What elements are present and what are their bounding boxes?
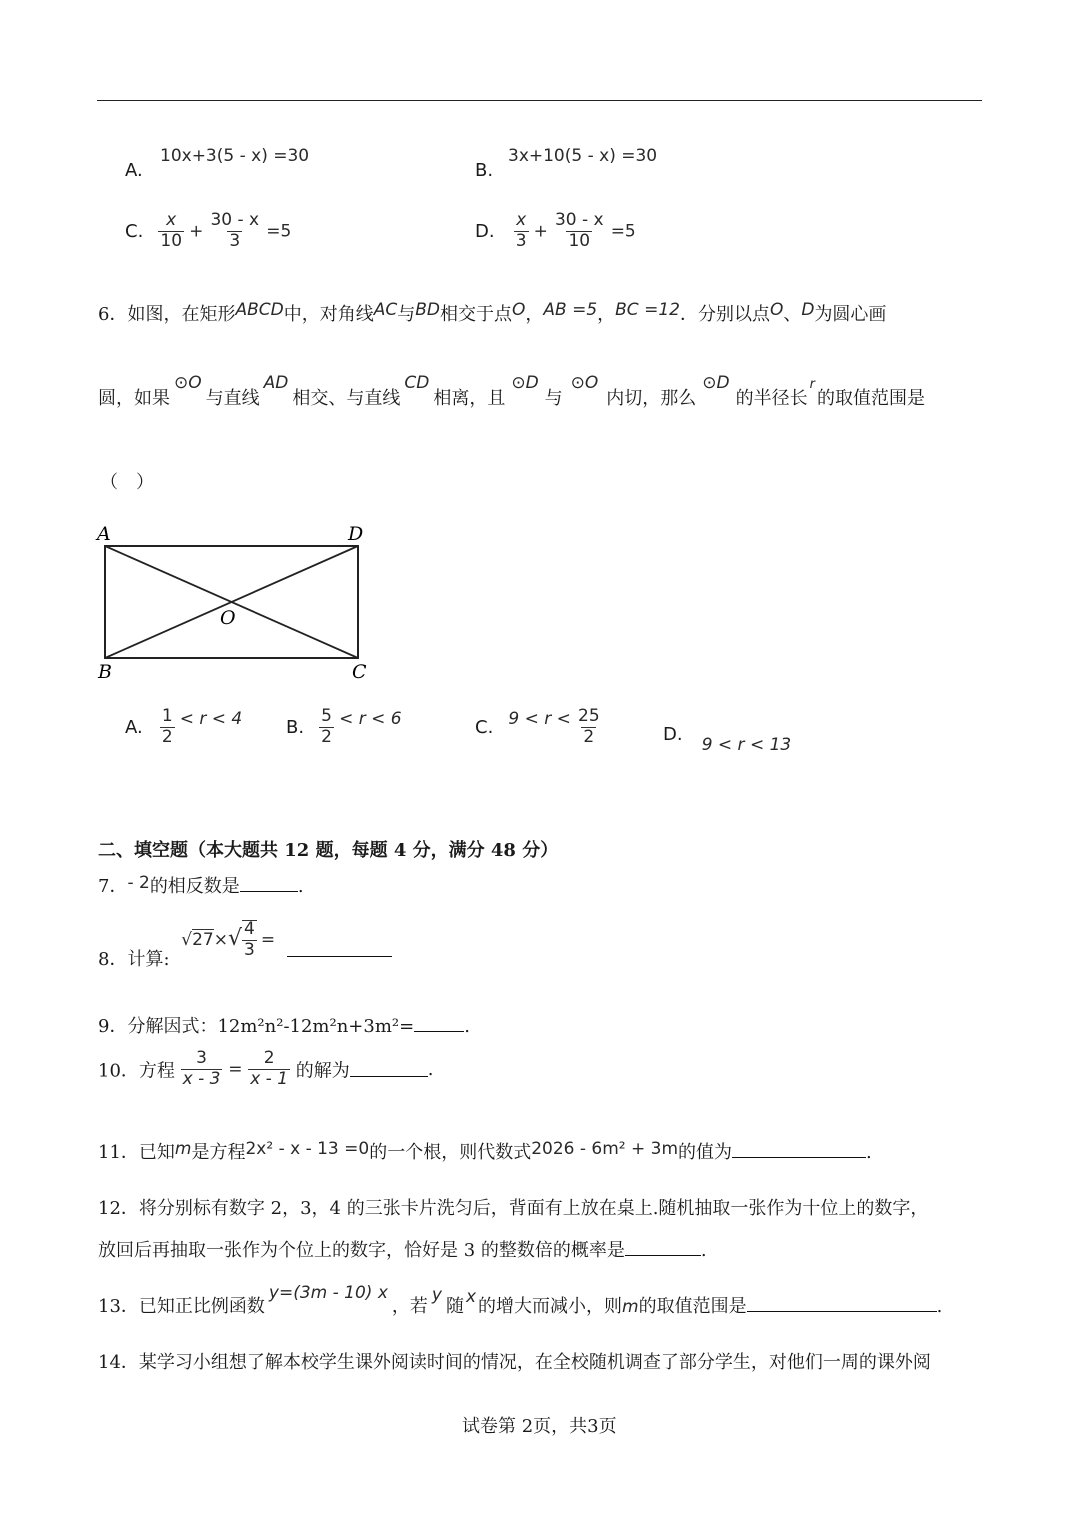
q6-option-a: A. $\frac{1}{2}$ < r < 4 — [125, 706, 243, 747]
q12-answer-blank[interactable] — [625, 1241, 701, 1256]
q14-line1: 14．某学习小组想了解本校学生课外阅读时间的情况，在全校随机调查了部分学生，对他们一周的课外阅 — [98, 1352, 931, 1373]
q8-answer-blank[interactable] — [287, 942, 392, 957]
section-2-heading: 二、填空题（本大题共 12 题，每题 4 分，满分 48 分） — [98, 840, 559, 861]
rectangle-figure — [90, 518, 380, 688]
q6-line2: 圆，如果⊙O与直线AD相交、与直线CD相离，且⊙D与⊙O内切，那么⊙D的半径长$^r$的取值范围是 — [98, 373, 925, 409]
q7: 7．- 2的相反数是 . — [98, 873, 304, 897]
q5-option-d: D. $\frac{x}{3}$ + $\frac{30 - x}{10}$ =5 — [475, 210, 636, 251]
point-c-label: C — [352, 661, 367, 683]
q6-line1: 6．如图，在矩形ABCD中，对角线AC与BD相交于点O，AB =5，BC =12．分别以点O、D为圆心画 — [98, 300, 887, 325]
q6-answer-paren: （ ） — [100, 472, 154, 493]
q11-answer-blank[interactable] — [732, 1143, 866, 1158]
q5-c-frac1: $\frac{x}{10}$ — [160, 210, 183, 251]
q9: 9．分解因式：12m²n²-12m²n+3m²= . — [98, 1016, 470, 1037]
point-d-label: D — [348, 523, 364, 545]
point-b-label: B — [98, 661, 112, 683]
q9-answer-blank[interactable] — [414, 1017, 464, 1032]
q8: 8．计算: √27×√ $\frac{4}{3}$ = — [98, 916, 392, 956]
header-rule — [97, 100, 982, 101]
q5-option-a: A. — [125, 160, 143, 181]
q5-option-b-expr: 3x+10(5 - x) =30 — [508, 146, 658, 166]
q10-answer-blank[interactable] — [350, 1062, 428, 1077]
q5-option-c: C. $\frac{x}{10}$ + $\frac{30 - x}{3}$ =5 — [125, 210, 292, 251]
q11: 11．已知m是方程2x² - x - 13 =0的一个根，则代数式2026 - 6m² + 3m的值为 . — [98, 1139, 872, 1163]
q7-answer-blank[interactable] — [240, 877, 298, 892]
q5-d-frac1: $\frac{x}{3}$ — [515, 210, 527, 251]
page-footer: 试卷第 2页，共3页 — [462, 1416, 617, 1437]
q5-c-frac2: $\frac{30 - x}{3}$ — [210, 210, 260, 251]
q6-option-b: B. $\frac{5}{2}$ < r < 6 — [286, 706, 402, 747]
q5-option-b: B. — [475, 160, 494, 181]
point-a-label: A — [97, 523, 111, 545]
q13: 13．已知正比例函数y=(3m - 10) x，若y随 x 的增大而减小，则m的取值范围是 . — [98, 1283, 943, 1317]
q5-option-a-expr: 10x+3(5 - x) =30 — [160, 146, 310, 166]
q12-line2: 放回后再抽取一张作为个位上的数字，恰好是 3 的整数倍的概率是 . — [98, 1240, 707, 1261]
q6-option-c: C. 9 < r < $\frac{25}{2}$ — [475, 706, 600, 747]
q10: 10．方程 $\frac{3}{x - 3}$ = $\frac{2}{x - 1}$ 的解为 . — [98, 1048, 434, 1089]
q12-line1: 12．将分别标有数字 2，3，4 的三张卡片洗匀后，背面有上放在桌上.随机抽取一张作为十位上的数字， — [98, 1198, 929, 1219]
q5-d-frac2: $\frac{30 - x}{10}$ — [554, 210, 604, 251]
q6-option-d: D. 9 < r < 13 — [663, 724, 792, 755]
point-o-label: O — [220, 607, 236, 629]
q13-answer-blank[interactable] — [747, 1297, 937, 1312]
